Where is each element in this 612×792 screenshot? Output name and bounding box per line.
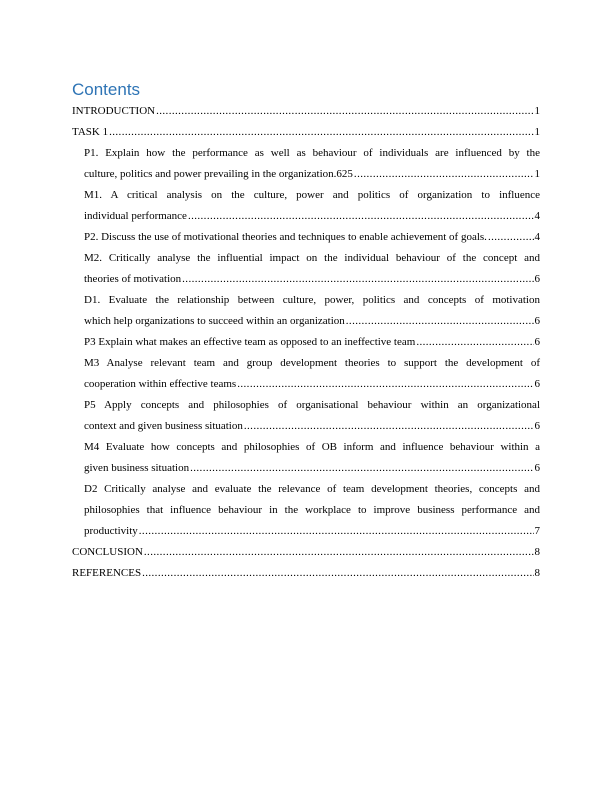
toc-entry-text: P3 Explain what makes an effective team as opposed to an ineffective team [84,336,416,348]
toc-entry-text: M3 Analyse relevant team and group development theories to support the development of [84,357,540,369]
toc-entry-text: D1. Evaluate the relationship between culture, power, politics and concepts of motivation [84,294,540,306]
toc-entry-text: CONCLUSION [72,546,143,558]
toc-entry-text: given business situation [84,462,190,474]
table-of-contents [72,80,540,584]
toc-entry-text: theories of motivation [84,273,182,285]
toc-dot-leader [188,206,534,227]
toc-dot-leader [144,542,534,563]
toc-page-number: 6 [534,315,540,327]
toc-entry[interactable] [72,479,540,542]
toc-page-number: 1 [534,105,540,117]
toc-entry[interactable] [72,227,540,248]
toc-page-number: 4 [534,210,540,222]
toc-entries [72,101,540,584]
toc-page-number: 8 [534,546,540,558]
toc-dot-leader [142,563,533,584]
toc-page-number: 7 [534,525,540,537]
toc-entry[interactable] [72,437,540,479]
toc-entry-text: individual performance [84,210,187,222]
toc-entry-text: P5 Apply concepts and philosophies of organisational behaviour within an organizational [84,399,540,411]
toc-entry-text: culture, politics and power prevailing in the organization.625 [84,168,353,180]
toc-entry-text: productivity [84,525,138,537]
toc-entry-text: D2 Critically analyse and evaluate the relevance of team development theories, concepts and [84,483,540,495]
toc-entry-text: philosophies that influence behaviour in the workplace to improve business performance and [84,504,540,516]
toc-entry-text: which help organizations to succeed within an organization [84,315,345,327]
toc-entry[interactable] [72,248,540,290]
toc-entry[interactable] [72,563,540,584]
toc-entry[interactable] [72,185,540,227]
toc-dot-leader [156,101,533,122]
toc-entry[interactable] [72,101,540,122]
toc-entry[interactable] [72,122,540,143]
toc-entry[interactable] [72,290,540,332]
toc-page-number: 1 [534,126,540,138]
toc-page-number: 6 [534,378,540,390]
toc-dot-leader [354,164,534,185]
toc-entry-text: M2. Critically analyse the influential impact on the individual behaviour of the concept and [84,252,540,264]
toc-page-number: 1 [534,168,540,180]
toc-entry-text: P2. Discuss the use of motivational theories and techniques to enable achievement of goals. [84,231,487,243]
toc-entry[interactable] [72,332,540,353]
toc-dot-leader [244,416,534,437]
toc-page-number: 4 [534,231,540,243]
toc-entry[interactable] [72,143,540,185]
toc-dot-leader [182,269,533,290]
toc-dot-leader [190,458,533,479]
toc-page-number: 6 [534,336,540,348]
toc-dot-leader [139,521,534,542]
toc-entry-text: P1. Explain how the performance as well as behaviour of individuals are influenced by the [84,147,540,159]
toc-entry-text: cooperation within effective teams [84,378,237,390]
toc-dot-leader [346,311,534,332]
toc-page-number: 6 [534,273,540,285]
toc-page-number: 6 [534,420,540,432]
toc-entry[interactable] [72,542,540,563]
toc-entry-text: INTRODUCTION [72,105,156,117]
toc-entry-text: M1. A critical analysis on the culture, power and politics of organization to influence [84,189,540,201]
toc-entry-text: context and given business situation [84,420,243,432]
toc-dot-leader [109,122,533,143]
toc-dot-leader [416,332,533,353]
toc-dot-leader [488,227,534,248]
toc-entry-text: M4 Evaluate how concepts and philosophies of OB inform and influence behaviour within a [84,441,540,453]
toc-page-number: 6 [534,462,540,474]
toc-entry-text: TASK 1 [72,126,109,138]
toc-page-number: 8 [534,567,540,579]
toc-title: Contents [72,80,141,99]
toc-entry[interactable] [72,395,540,437]
toc-entry-text: REFERENCES [72,567,142,579]
toc-dot-leader [237,374,533,395]
toc-entry[interactable] [72,353,540,395]
